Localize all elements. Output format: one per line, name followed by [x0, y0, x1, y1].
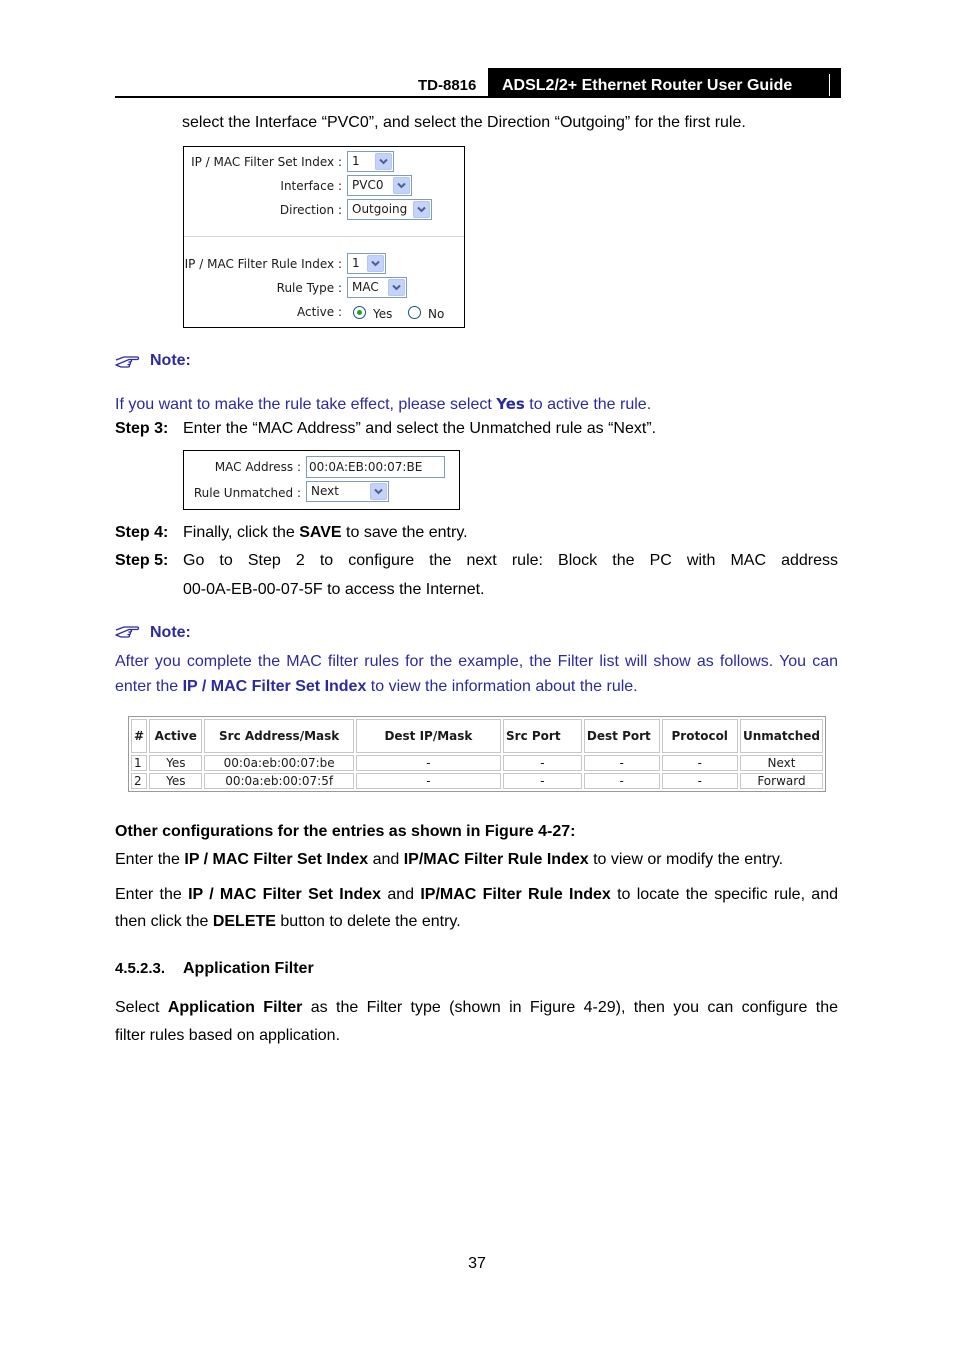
rule-type-value: MAC	[352, 280, 379, 294]
cell-dest-ip: -	[356, 773, 501, 789]
cell-dest-port: -	[584, 773, 660, 789]
note2-line2	[115, 677, 638, 697]
active-no-radio[interactable]	[408, 306, 421, 319]
note-text-before: If you want to make the rule take effect, please select	[115, 396, 497, 413]
chevron-down-icon	[367, 255, 384, 272]
cell-unmatched: Next	[740, 755, 823, 771]
other-config-heading: Other configurations for the entries as shown in Figure 4-27:	[115, 823, 576, 840]
radio-checked-dot	[357, 310, 362, 315]
step4-text	[183, 523, 468, 543]
chevron-down-icon	[413, 201, 430, 218]
p2-line2-b: DELETE	[212, 913, 276, 930]
chevron-down-icon	[375, 153, 392, 170]
app-line1-c: as the Filter type (shown in Figure 4-29), then you can configure the	[302, 999, 839, 1016]
active-no-label: No	[428, 307, 445, 321]
cell-index: 1	[131, 755, 147, 771]
table-header-row	[131, 719, 823, 753]
interface-select[interactable]	[347, 175, 412, 196]
direction-label: Direction :	[279, 203, 342, 217]
cell-src-port: -	[503, 773, 582, 789]
chevron-down-icon	[393, 177, 410, 194]
p2-c: and	[381, 886, 421, 903]
note2-title: Note:	[150, 624, 191, 641]
cell-dest-port: -	[584, 755, 660, 771]
set-index-value: 1	[352, 154, 360, 168]
other-config-p2-line1	[115, 885, 838, 905]
p1-e: to view or modify the entry.	[588, 851, 784, 868]
step5-label: Step 5:	[115, 552, 169, 569]
section-title: Application Filter	[183, 960, 314, 977]
app-filter-line2: filter rules based on application.	[115, 1027, 341, 1044]
table-row	[131, 755, 823, 771]
cell-src-port: -	[503, 755, 582, 771]
p2-b: IP / MAC Filter Set Index	[188, 886, 382, 903]
step5-line2: 00-0A-EB-00-07-5F to access the Internet.	[183, 581, 485, 598]
step4-label: Step 4:	[115, 524, 169, 541]
app-line1-b: Application Filter	[167, 999, 303, 1016]
table-row	[131, 773, 823, 789]
step4-bold: SAVE	[299, 524, 342, 541]
step4-text-before: Finally, click the	[183, 524, 300, 541]
rule-index-value: 1	[352, 256, 360, 270]
rule-type-select[interactable]	[347, 277, 407, 298]
col-header-dest-port: Dest Port	[584, 719, 660, 753]
cell-src-address: 00:0a:eb:00:07:5f	[204, 773, 353, 789]
cell-src-address: 00:0a:eb:00:07:be	[204, 755, 353, 771]
cell-active: Yes	[149, 755, 202, 771]
step4-text-after: to save the entry.	[341, 524, 468, 541]
cell-protocol: -	[662, 773, 738, 789]
mac-form	[183, 450, 460, 510]
chevron-down-icon	[370, 483, 387, 500]
mac-address-input[interactable]	[306, 456, 445, 478]
header-guide-title: ADSL2/2+ Ethernet Router User Guide	[488, 68, 841, 98]
section-number: 4.5.2.3.	[115, 960, 166, 977]
col-header-active: Active	[149, 719, 202, 753]
step3-text: Enter the “MAC Address” and select the Unmatched rule as “Next”.	[183, 420, 657, 437]
p2-d: IP/MAC Filter Rule Index	[420, 886, 611, 903]
form-divider	[184, 236, 464, 237]
active-label: Active :	[297, 305, 342, 319]
step3-label: Step 3:	[115, 420, 169, 437]
filter-list-table	[128, 716, 826, 792]
rule-unmatched-select[interactable]	[306, 481, 389, 502]
col-header-protocol: Protocol	[662, 719, 738, 753]
filter-set-form	[183, 146, 465, 328]
note-title: Note:	[150, 352, 191, 369]
cell-unmatched: Forward	[740, 773, 823, 789]
p1-c: and	[368, 851, 404, 868]
rule-index-select[interactable]	[347, 253, 386, 274]
note-text-after: to active the rule.	[524, 396, 652, 413]
p2-line2-c: button to delete the entry.	[275, 913, 461, 930]
set-index-label: IP / MAC Filter Set Index :	[191, 155, 342, 169]
intro-line: select the Interface “PVC0”, and select the Direction “Outgoing” for the first rule.	[182, 114, 746, 131]
other-config-p1	[115, 850, 783, 870]
header-rule	[115, 96, 841, 98]
p1-d: IP/MAC Filter Rule Index	[403, 851, 589, 868]
interface-value: PVC0	[352, 178, 384, 192]
pointing-hand-icon	[115, 354, 141, 373]
note2-line2-after: to view the information about the rule.	[366, 678, 638, 695]
chevron-down-icon	[388, 279, 405, 296]
col-header-src-address: Src Address/Mask	[204, 719, 353, 753]
p1-b: IP / MAC Filter Set Index	[184, 851, 369, 868]
p1-a: Enter the	[115, 851, 185, 868]
cell-protocol: -	[662, 755, 738, 771]
col-header-src-port: Src Port	[503, 719, 582, 753]
cell-index: 2	[131, 773, 147, 789]
mac-address-label: MAC Address :	[214, 460, 301, 474]
note2-line2-before: enter the	[115, 678, 183, 695]
rule-index-label: IP / MAC Filter Rule Index :	[184, 257, 342, 271]
active-yes-radio[interactable]	[353, 306, 366, 319]
p2-a: Enter the	[115, 886, 189, 903]
direction-value: Outgoing	[352, 202, 408, 216]
active-yes-label: Yes	[373, 307, 393, 321]
col-header-dest-ip: Dest IP/Mask	[356, 719, 501, 753]
note2-line1: After you complete the MAC filter rules for the example, the Filter list will show as follows. You can	[115, 653, 838, 670]
rule-unmatched-value: Next	[311, 484, 339, 498]
step5-line1: Go to Step 2 to configure the next rule: Block the PC with MAC address	[183, 552, 838, 569]
note-text	[115, 394, 651, 415]
pointing-hand-icon	[115, 624, 141, 643]
header-model: TD-8816	[418, 77, 477, 94]
app-line1-a: Select	[115, 999, 168, 1016]
cell-dest-ip: -	[356, 755, 501, 771]
page-number: 37	[468, 1255, 486, 1272]
note-text-yes: Yes	[496, 395, 525, 413]
p2-line2-a: then click the	[115, 913, 213, 930]
header-box-divider	[829, 74, 830, 96]
col-header-index: #	[131, 719, 147, 753]
rule-unmatched-label: Rule Unmatched :	[193, 486, 301, 500]
p2-e: to locate the specific rule, and	[610, 886, 839, 903]
rule-type-label: Rule Type :	[276, 281, 342, 295]
app-filter-line1	[115, 998, 838, 1018]
other-config-p2-line2	[115, 912, 461, 932]
col-header-unmatched: Unmatched	[740, 719, 823, 753]
set-index-select[interactable]	[347, 151, 394, 172]
cell-active: Yes	[149, 773, 202, 789]
mac-address-value: 00:0A:EB:00:07:BE	[309, 460, 423, 474]
direction-select[interactable]	[347, 199, 432, 220]
note2-line2-bold: IP / MAC Filter Set Index	[182, 678, 367, 695]
interface-label: Interface :	[280, 179, 342, 193]
